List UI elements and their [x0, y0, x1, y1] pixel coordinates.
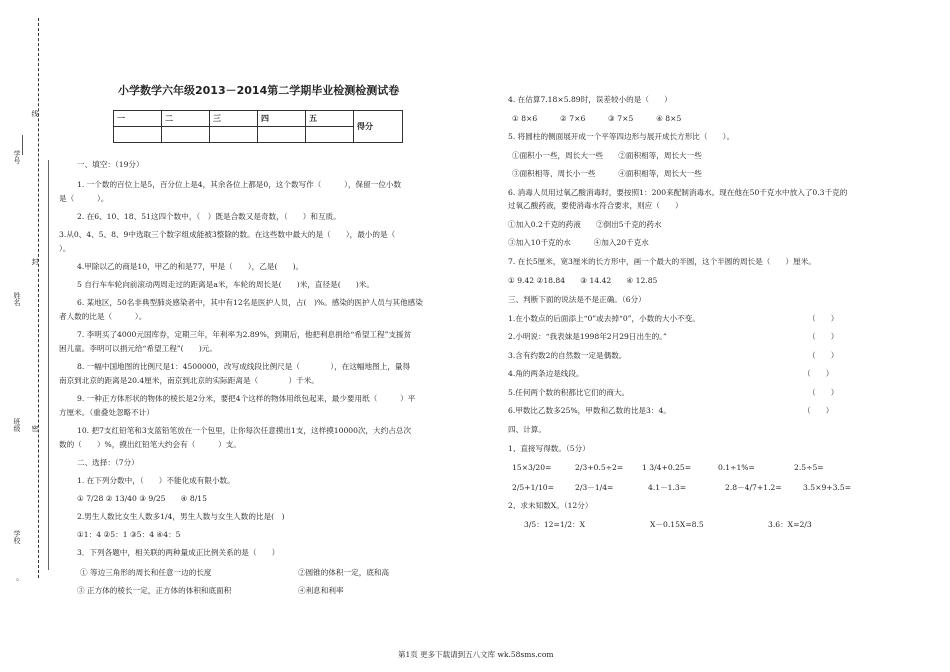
margin-dot: 。 [16, 573, 24, 582]
section-judge-heading: 三、判断下面的说法是不是正确。（6分） [508, 295, 646, 304]
label-student-number: 学号 [13, 150, 21, 164]
score-header-3: 三 [210, 111, 258, 127]
question-text: 5 自行车车轮向前滚动两周走过的距离是a米，车轮的周长是( )米，直径是( )米。 [77, 280, 374, 289]
score-header-total: 得分 [354, 111, 403, 143]
question-text: 6. 消毒人员用过氧乙酸消毒时，要按照1：200来配制消毒水。现在他在50千克水中放入了0.3千克的 [508, 188, 848, 197]
score-header-5: 五 [306, 111, 354, 127]
score-cell-2[interactable] [162, 127, 210, 143]
question-text: 是（ ）。 [59, 194, 109, 203]
question-text: 7. 在长5厘米，宽3厘米的长方形中，画一个最大的半圆，这个半圆的周长是（ ）厘米。 [508, 257, 816, 266]
choice-option: ④利息和利率 [298, 586, 344, 595]
judge-answer-blank[interactable]: （ ） [808, 332, 839, 341]
question-text: 1. 一个数的百位上是5，百分位上是4，其余各位上都是0，这个数写作（ ），保留一位小数 [77, 180, 402, 189]
calc-item: 2/3－1/4= [575, 483, 614, 492]
label-class: 班级 [13, 418, 21, 432]
calc-item: 1 3/4+0.25= [642, 463, 692, 472]
page-footer: 第1页 更多下载请到五八文库 wk.58sms.com [398, 650, 554, 659]
question-text: 6. 某地区，50名非典型肺炎感染者中，其中有12名是医护人员，占( )%。感染的医护人员与其他感染 [77, 298, 423, 307]
calc-subheading: 2、求未知数X。（12分） [508, 501, 593, 510]
choice-options: ①加入0.2千克的药液 ②倒出5千克的药水 [508, 220, 662, 229]
cut-mark-line: 线 [31, 110, 39, 117]
choice-options: ① 8×6 ② 7×6 ③ 7×5 ④ 8×5 [512, 114, 682, 123]
section-calc-heading: 四、计算。 [508, 425, 546, 434]
question-text: 困儿童。李明可以捐元给“希望工程”( )元。 [59, 344, 217, 353]
choice-option: ① 等边三角形的周长和任意一边的长度 [80, 568, 212, 577]
equation-item: 3.6：X=2/3 [768, 520, 812, 529]
question-text: 7. 李明买了4000元国库券，定期三年，年利率为2.89%，到期后，他把利息捐给“希望工程”支援贫 [77, 330, 412, 339]
judge-answer-blank[interactable]: （ ） [803, 369, 834, 378]
question-text: 4. 在估算7.18×5.89时，误差较小的是（ ） [508, 95, 672, 104]
calc-subheading: 1、直接写得数。（5分） [508, 444, 590, 453]
section-choice-heading: 二、选择：（7分） [77, 458, 139, 467]
question-text: 数的（ ）%，摸出红铅笔大约会有（ ）支。 [59, 440, 241, 449]
judge-answer-blank[interactable]: （ ） [808, 388, 839, 397]
score-cell-1[interactable] [114, 127, 162, 143]
calc-item: 2.5÷5= [794, 463, 824, 472]
score-header-1: 一 [114, 111, 162, 127]
binding-cut-line [38, 18, 39, 578]
calc-item: 2/5+1/10= [512, 483, 554, 492]
choice-options: ③面积相等，周长小一些 ④面积相等，周长大一些 [512, 169, 702, 178]
choice-options: ①面积小一些，周长大一些 ②面积相等，周长大一些 [512, 151, 702, 160]
section-fill-heading: 一、填空：（19分） [77, 160, 144, 169]
choice-option: ③ 正方体的棱长一定，正方体的体积和底面积 [77, 586, 232, 595]
question-text: 9. 一种正方体形状的物体的棱长是2分米，要把4个这样的物体用纸包起来，最少要用纸（ ）平 [77, 394, 416, 403]
score-header-4: 四 [258, 111, 306, 127]
question-text: ）。 [59, 244, 71, 253]
question-text: 2.男生人数比女生人数多1/4，男生人数与女生人数的比是( ) [77, 512, 285, 521]
label-school: 学校 [13, 530, 21, 544]
equation-item: 3/5：12=1/2：X [524, 520, 586, 529]
equation-item: X－0.15X=8.5 [650, 520, 704, 529]
judge-answer-blank[interactable]: （ ） [808, 314, 839, 323]
score-cell-4[interactable] [258, 127, 306, 143]
judge-item: 4.角的两条边是线段。 [508, 369, 584, 378]
choice-options: ③加入10千克的水 ④加入20千克水 [508, 238, 649, 247]
judge-item: 2.小明说：“我表妹是1998年2月29日出生的。” [508, 332, 667, 341]
question-text: 1. 在下列分数中，（ ）不能化成有限小数。 [77, 476, 235, 485]
question-text: 5. 将圆柱的侧面展开成一个平等四边形与展开成长方形比（ ）。 [508, 132, 735, 141]
choice-option: ②圆锥的体积一定，底和高 [298, 568, 390, 577]
question-text: 2. 在6、10、18、51这四个数中，（ ）既是合数又是奇数，（ ）和互质。 [77, 212, 341, 221]
label-name: 姓名 [13, 292, 21, 306]
exam-title: 小学数学六年级2013－2014第二学期毕业检测检测试卷 [118, 84, 400, 97]
calc-item: 2.8－4/7+1.2= [725, 483, 782, 492]
choice-options: ①1：4 ②5：1 ③5：4 ④4：5 [77, 530, 181, 539]
calc-item: 2/3+0.5÷2= [575, 463, 624, 472]
judge-answer-blank[interactable]: （ ） [808, 351, 839, 360]
fill-line-student-number[interactable] [22, 135, 23, 155]
binding-rule-line [48, 160, 49, 570]
question-text: 8. 一幅中国地图的比例尺是1：4500000，改写成线段比例尺是（ ），在这幅地图上，量得 [77, 362, 411, 371]
score-header-2: 二 [162, 111, 210, 127]
choice-options: ① 7/28 ② 13/40 ③ 9/25 ④ 8/15 [77, 494, 207, 503]
question-text: 10. 把7支红铅笔和3支蓝铅笔放在一个包里，让你每次任意摸出1支，这样摸10000次，大约占总次 [77, 426, 412, 435]
calc-item: 0.1÷1%= [718, 463, 755, 472]
cut-mark-seal: 封 [31, 258, 39, 265]
calc-item: 3.5×9+3.5= [803, 483, 852, 492]
score-cell-5[interactable] [306, 127, 354, 143]
score-cell-3[interactable] [210, 127, 258, 143]
question-text: 方厘米。（重叠处忽略不计） [59, 408, 154, 417]
choice-options: ① 9.42 ②18.84 ③ 14.42 ④ 12.85 [508, 276, 658, 285]
judge-item: 1.在小数点的后面添上“0”或去掉“0”，小数的大小不变。 [508, 314, 700, 323]
judge-answer-blank[interactable]: （ ） [803, 406, 834, 415]
calc-item: 4.1－1.3= [648, 483, 687, 492]
cut-mark-secret: 密 [31, 425, 39, 432]
judge-item: 3.含有约数2的自然数一定是偶数。 [508, 351, 627, 360]
judge-item: 5.任何两个数的积都比它们的商大。 [508, 388, 630, 397]
question-text: 4.甲除以乙的商是10，甲乙的和是77，甲是（ ），乙是( )。 [77, 262, 304, 271]
question-text: 过氧乙酸药液，要使消毒水符合要求，则应（ ） [508, 201, 683, 210]
question-text: 3.从0、4、5、8、9中选取三个数字组成能被3整除的数。在这些数中最大的是（ ），最小的是（ [59, 230, 396, 239]
question-text: 南京到北京的距离是20.4厘米，南京到北京的实际距离是（ ）千米。 [59, 376, 319, 385]
score-table [113, 110, 403, 143]
calc-item: 15×3/20= [512, 463, 552, 472]
question-text: 3．下列各题中，相关联的两种量成正比例关系的是（ ） [77, 548, 280, 557]
judge-item: 6.甲数比乙数多25%，甲数和乙数的比是3：4。 [508, 406, 671, 415]
question-text: 者人数的比是（ ）。 [59, 312, 147, 321]
